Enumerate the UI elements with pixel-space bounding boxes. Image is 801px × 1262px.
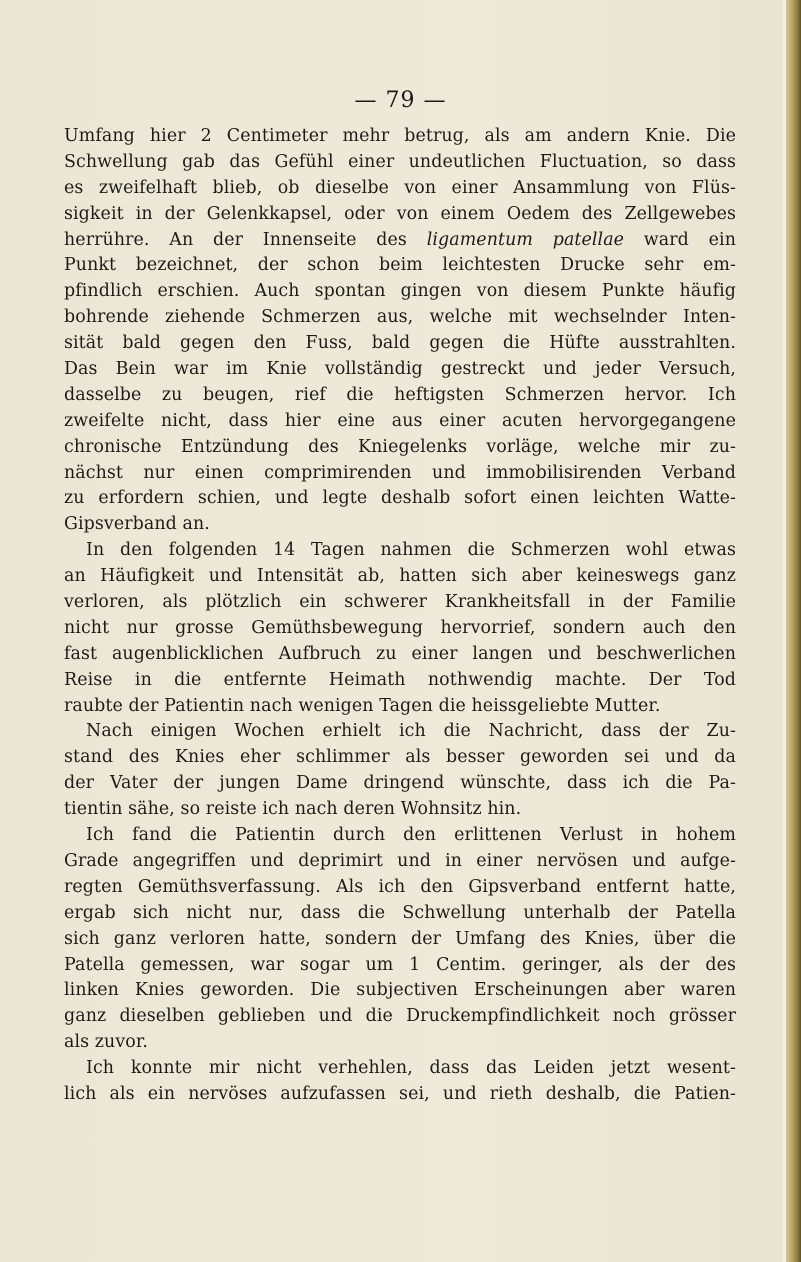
page-edge-binding bbox=[783, 0, 801, 1262]
text-line: chronische Entzündung des Kniegelenks vorläge, welche mir zu- bbox=[64, 436, 736, 457]
body-text bbox=[64, 124, 736, 1108]
text-line: Gipsverband an. bbox=[64, 514, 210, 535]
text-line: Umfang hier 2 Centimeter mehr betrug, als am andern Knie. Die bbox=[64, 126, 736, 146]
text-line: an Häufigkeit und Intensität ab, hatten sich aber keineswegs ganz bbox=[64, 566, 736, 587]
text-line: Punkt bezeichnet, der schon beim leichtesten Drucke sehr em- bbox=[64, 255, 736, 276]
text-line: nicht nur grosse Gemüthsbewegung hervorrief, sondern auch den bbox=[64, 617, 736, 638]
text-line: Das Bein war im Knie vollständig gestreckt und jeder Versuch, bbox=[64, 359, 736, 380]
text-line: tientin sähe, so reiste ich nach deren Wohnsitz hin. bbox=[64, 799, 522, 820]
text-segment: ward ein bbox=[624, 229, 736, 250]
text-line: fast augenblicklichen Aufbruch zu einer langen und beschwerlichen bbox=[64, 643, 736, 664]
text-segment: herrühre. An der Innenseite des bbox=[64, 229, 427, 250]
text-line: sität bald gegen den Fuss, bald gegen die Hüfte ausstrahlten. bbox=[64, 333, 736, 354]
text-line: sich ganz verloren hatte, sondern der Umfang des Knies, über die bbox=[64, 928, 736, 949]
text-line: es zweifelhaft blieb, ob dieselbe von einer Ansammlung von Flüs- bbox=[64, 177, 736, 198]
text-line: verloren, als plötzlich ein schwerer Krankheitsfall in der Familie bbox=[64, 592, 736, 613]
text-line: regten Gemüthsverfassung. Als ich den Gipsverband entfernt hatte, bbox=[64, 876, 736, 897]
text-line: sigkeit in der Gelenkkapsel, oder von einem Oedem des Zellgewebes bbox=[64, 203, 736, 224]
text-line: als zuvor. bbox=[64, 1032, 148, 1053]
text-line: Ich fand die Patientin durch den erlittenen Verlust in hohem bbox=[86, 825, 736, 846]
text-line-with-italic bbox=[64, 228, 736, 254]
page-number: — 79 — bbox=[354, 88, 447, 113]
text-line: zweifelte nicht, dass hier eine aus einer acuten hervorgegangene bbox=[64, 410, 736, 431]
text-line: Reise in die entfernte Heimath nothwendig machte. Der Tod bbox=[64, 669, 736, 690]
text-line: nächst nur einen comprimirenden und immobilisirenden Verband bbox=[64, 462, 736, 483]
text-line: Grade angegriffen und deprimirt und in einer nervösen und aufge- bbox=[64, 850, 736, 871]
text-line: Patella gemessen, war sogar um 1 Centim. geringer, als der des bbox=[64, 954, 736, 975]
text-line: pfindlich erschien. Auch spontan gingen von diesem Punkte häufig bbox=[64, 281, 736, 302]
italic-term: ligamentum patellae bbox=[426, 229, 625, 250]
text-line: dasselbe zu beugen, rief die heftigsten Schmerzen hervor. Ich bbox=[64, 384, 736, 405]
text-line: zu erfordern schien, und legte deshalb sofort einen leichten Watte- bbox=[64, 488, 736, 509]
text-line: stand des Knies eher schlimmer als besser geworden sei und da bbox=[64, 747, 736, 768]
text-line: raubte der Patientin nach wenigen Tagen die heissgeliebte Mutter. bbox=[64, 695, 661, 716]
text-line: lich als ein nervöses aufzufassen sei, und rieth deshalb, die Patien- bbox=[64, 1083, 736, 1104]
text-line: Schwellung gab das Gefühl einer undeutlichen Fluctuation, so dass bbox=[64, 151, 736, 172]
text-line: ergab sich nicht nur, dass die Schwellung unterhalb der Patella bbox=[64, 902, 736, 923]
text-line: Nach einigen Wochen erhielt ich die Nachricht, dass der Zu- bbox=[86, 721, 736, 742]
text-line: linken Knies geworden. Die subjectiven Erscheinungen aber waren bbox=[64, 980, 736, 1001]
text-line: In den folgenden 14 Tagen nahmen die Schmerzen wohl etwas bbox=[86, 540, 736, 561]
text-line: Ich konnte mir nicht verhehlen, dass das Leiden jetzt wesent- bbox=[86, 1058, 736, 1079]
text-line: der Vater der jungen Dame dringend wünschte, dass ich die Pa- bbox=[64, 773, 736, 794]
text-line: bohrende ziehende Schmerzen aus, welche mit wechselnder Inten- bbox=[64, 307, 736, 328]
text-line: ganz dieselben geblieben und die Druckempfindlichkeit noch grösser bbox=[64, 1006, 736, 1027]
